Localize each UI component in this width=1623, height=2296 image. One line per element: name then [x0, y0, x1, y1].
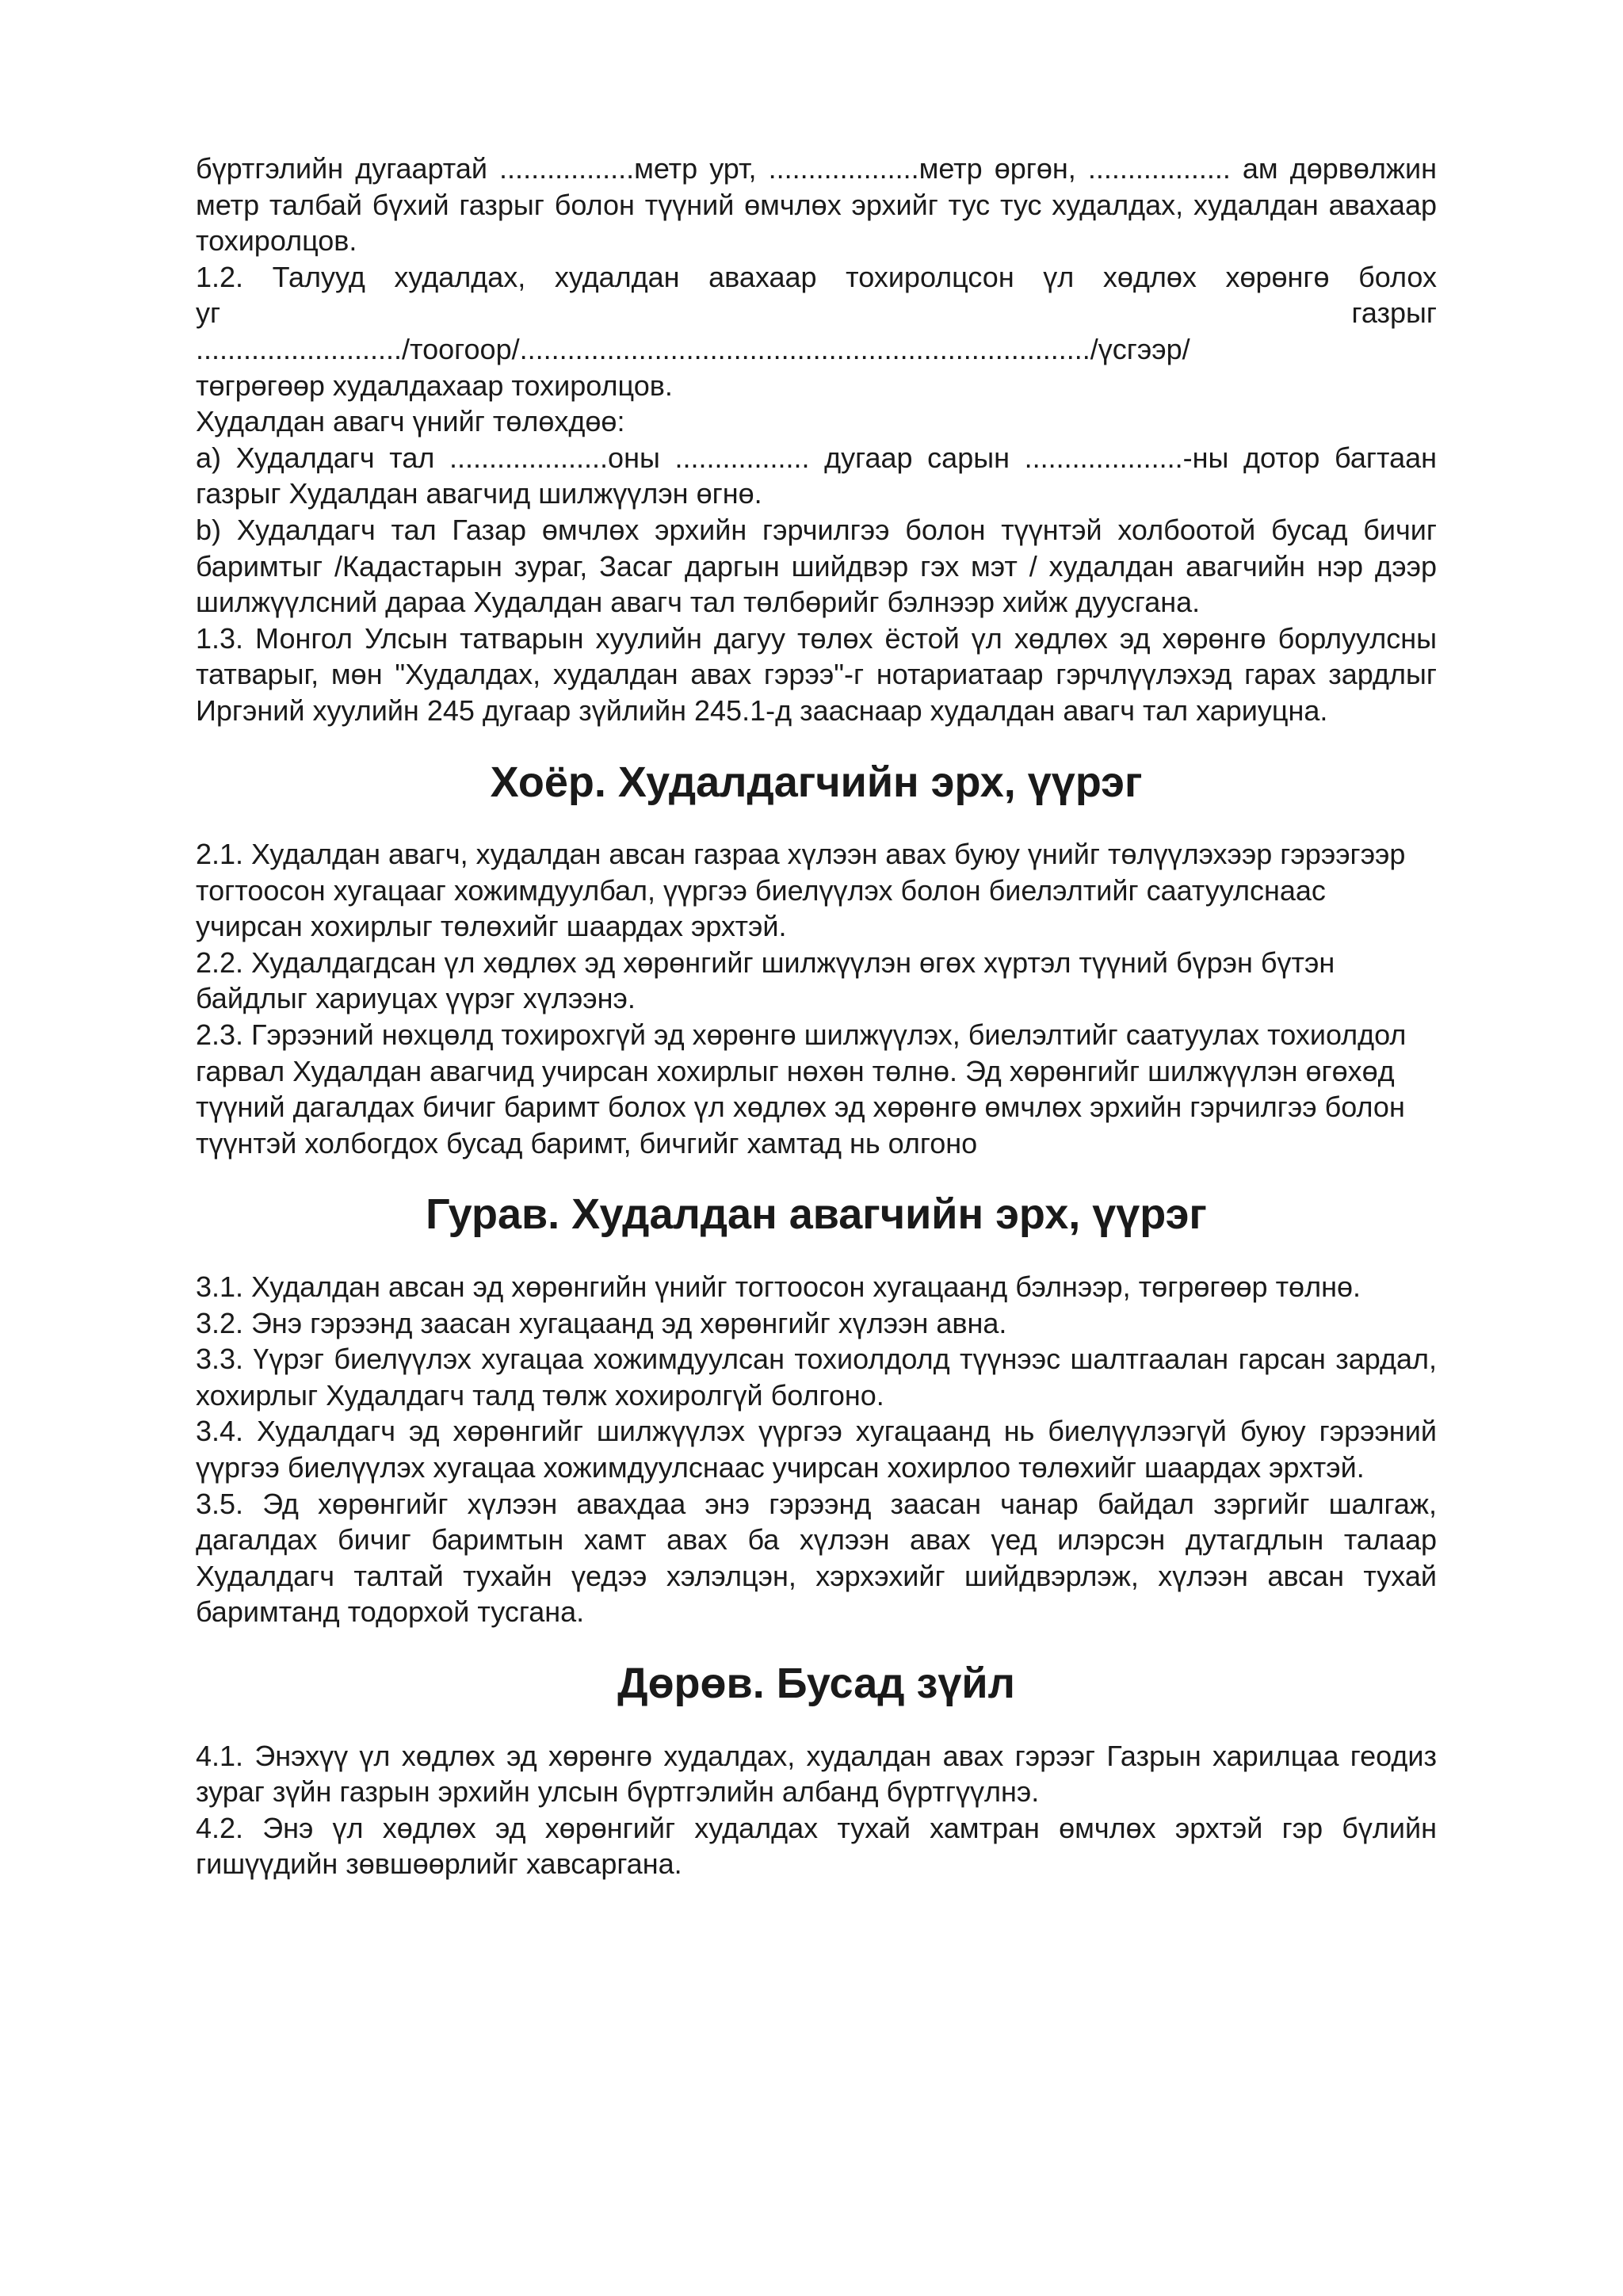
clause-1-3: 1.3. Монгол Улсын татварын хуулийн дагуу төлөх ёстой үл хөдлөх эд хөрөнгө борлуулсны татварыг, мөн "Худалдах, худалдан авах гэрээ"-г нотариатаар гэрчлүүлэхэд гарах зардлыг Иргэний хуулийн 245 дугаар зүйлийн 245.1-д зааснаар худалдан авагч тал хариуцна.: [196, 621, 1437, 727]
section-3-heading: Гурав. Худалдан авагчийн эрх, үүрэг: [426, 1190, 1207, 1239]
payment-intro: Худалдан авагч үнийг төлөхдөө:: [196, 405, 625, 438]
clause-1-2-price-blanks: ........................../тоогоор/......................................................................../үсгээр/: [196, 332, 1190, 365]
clause-1-2-line-4: төгрөгөөр худалдахаар тохиролцов.: [196, 369, 673, 402]
payment-item-b: b) Худалдагч тал Газар өмчлөх эрхийн гэрчилгээ болон түүнтэй холбоотой бусад бичиг баримтыг /Кадастарын зураг, Засаг даргын шийдвэр гэх мэт / худалдан авагчийн нэр дээр шилжүүлсний дараа Худалдан авагч тал төлбөрийг бэлнээр хийж дуусгана.: [196, 513, 1437, 619]
clause-1-2-word-ug: уг: [196, 296, 221, 330]
section-2-heading: Хоёр. Худалдагчийн эрх, үүрэг: [490, 758, 1143, 806]
payment-item-a: a) Худалдагч тал ....................оны ................. дугаар сарын ....................-ны дотор багтаан газрыг Худалдан авагчид шилжүүлэн өгнө.: [196, 441, 1437, 510]
clause-2-2: 2.2. Худалдагдсан үл хөдлөх эд хөрөнгийг шилжүүлэн өгөх хүртэл түүний бүрэн бүтэн байдлыг хариуцах үүрэг хүлээнэ.: [196, 946, 1335, 1015]
clause-4-1: 4.1. Энэхүү үл хөдлөх эд хөрөнгө худалдах, худалдан авах гэрээг Газрын харилцаа геодиз зураг зүйн газрын эрхийн улсын бүртгэлийн албанд бүртгүүлнэ.: [196, 1739, 1437, 1809]
document-page: [196, 151, 1437, 1882]
clause-1-2-line-2: [196, 295, 1437, 331]
clause-2-1: 2.1. Худалдан авагч, худалдан авсан газраа хүлээн авах буюу үнийг төлүүлэхээр гэрээгээр тогтоосон хугацааг хожимдуулбал, үүргээ биелүүлэх болон биелэлтийг саатуулснаас учирсан хохирлыг төлөхийг шаардах эрхтэй.: [196, 838, 1406, 943]
section-4-heading: Дөрөв. Бусад зүйл: [617, 1659, 1015, 1707]
clause-3-1: 3.1. Худалдан авсан эд хөрөнгийн үнийг тогтоосон хугацаанд бэлнээр, төгрөгөөр төлнө.: [196, 1270, 1361, 1304]
clause-3-3: 3.3. Үүрэг биелүүлэх хугацаа хожимдуулсан тохиолдолд түүнээс шалтгаалан гарсан зардал, хохирлыг Худалдагч талд төлж хохиролгүй болгоно.: [196, 1343, 1437, 1412]
clause-3-4: 3.4. Худалдагч эд хөрөнгийг шилжүүлэх үүргээ хугацаанд нь биелүүлээгүй буюу гэрээний үүргээ биелүүлэх хугацаа хожимдуулснаас учирсан хохирлоо төлөхийг шаардах эрхтэй.: [196, 1415, 1437, 1484]
clause-3-2: 3.2. Энэ гэрээнд заасан хугацаанд эд хөрөнгийг хүлээн авна.: [196, 1306, 1007, 1339]
clause-2-3: 2.3. Гэрээний нөхцөлд тохирохгүй эд хөрөнгө шилжүүлэх, биелэлтийг саатуулах тохиолдол гарвал Худалдан авагчид учирсан хохирлыг нөхөн төлнө. Эд хөрөнгийг шилжүүлэн өгөхөд түүний дагалдах бичиг баримт болох үл хөдлөх эд хөрөнгө өмчлөх эрхийн гэрчилгээ болон түүнтэй холбогдох бусад баримт, бичгийг хамтад нь олгоно: [196, 1018, 1407, 1159]
clause-4-2: 4.2. Энэ үл хөдлөх эд хөрөнгийг худалдах тухай хамтран өмчлөх эрхтэй гэр бүлийн гишүүдийн зөвшөөрлийг хавсаргана.: [196, 1811, 1437, 1881]
clause-1-2-word-gazryg: газрыг: [1351, 296, 1437, 330]
clause-1-1-continuation: бүртгэлийн дугаартай .................метр урт, ...................метр өргөн, .................. ам дөрвөлжин метр талбай бүхий газрыг болон түүний өмчлөх эрхийг тус тус худалдах, худалдан авахаар тохиролцов.: [196, 152, 1437, 258]
clause-3-5: 3.5. Эд хөрөнгийг хүлээн авахдаа энэ гэрээнд заасан чанар байдал зэргийг шалгаж, дагалдах бичиг баримтын хамт авах ба хүлээн авах үед илэрсэн дутагдлын талаар Худалдагч талтай тухайн үедээ хэлэлцэн, хэрхэхийг шийдвэрлэж, хүлээн авсан тухай баримтанд тодорхой тусгана.: [196, 1487, 1437, 1629]
clause-1-2-line-1: 1.2. Талууд худалдах, худалдан авахаар тохиролцсон үл хөдлөх хөрөнгө болох: [196, 260, 1437, 293]
